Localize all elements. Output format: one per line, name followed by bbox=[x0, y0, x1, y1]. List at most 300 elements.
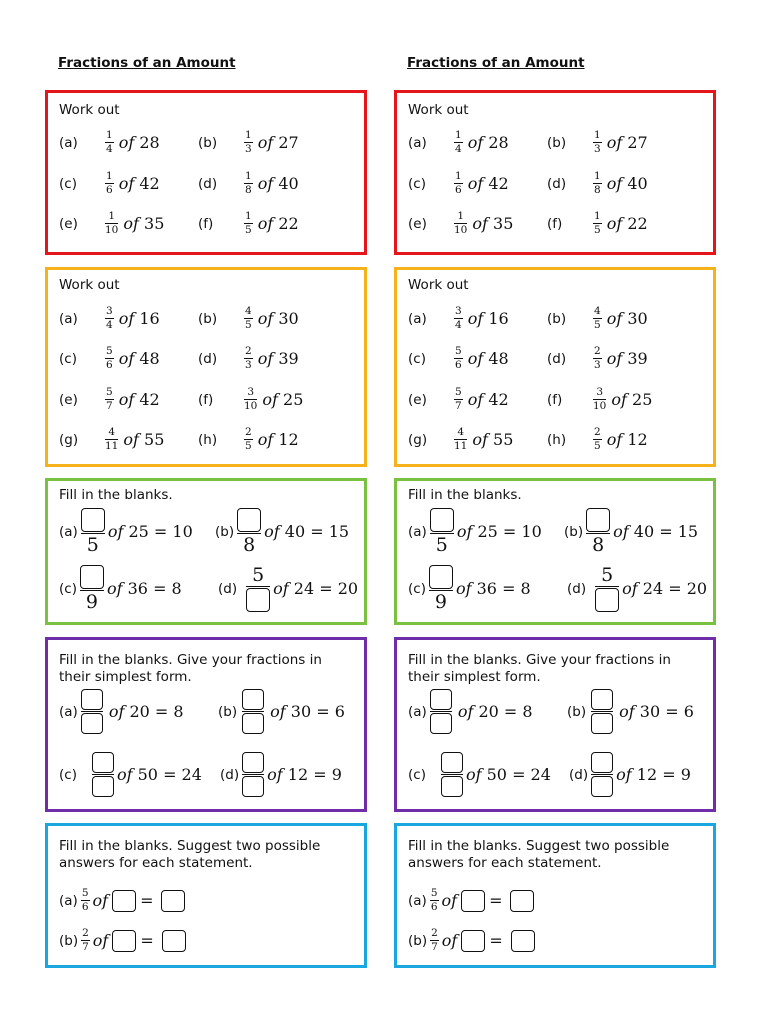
numerator: 1 bbox=[455, 170, 462, 182]
expression: of 25 = 10 bbox=[456, 522, 542, 541]
numerator: 5 bbox=[601, 564, 614, 586]
expression: of 20 = 8 bbox=[457, 702, 533, 721]
denominator: 6 bbox=[106, 184, 113, 196]
question-e bbox=[408, 387, 509, 412]
equals-sign: = bbox=[140, 891, 154, 910]
question-label: (c) bbox=[59, 766, 77, 783]
expression: of 16 bbox=[467, 309, 509, 328]
numerator: 1 bbox=[457, 210, 465, 222]
question-label: (b) bbox=[564, 523, 584, 540]
numerator-box[interactable] bbox=[81, 689, 103, 710]
of-text: of bbox=[441, 931, 458, 950]
question-b bbox=[564, 508, 698, 555]
question-label: (c) bbox=[408, 766, 426, 783]
question-label: (h) bbox=[547, 431, 567, 448]
question-label: (d) bbox=[218, 580, 238, 597]
question-d bbox=[567, 565, 707, 612]
answer-box[interactable] bbox=[586, 508, 610, 532]
question-g bbox=[59, 427, 164, 452]
denominator: 7 bbox=[431, 941, 438, 953]
expression: of 27 bbox=[257, 133, 299, 152]
numerator-box[interactable] bbox=[591, 689, 613, 710]
fraction bbox=[441, 752, 463, 797]
question-c bbox=[408, 565, 531, 612]
question-label: (c) bbox=[59, 580, 77, 597]
expression: of 50 = 24 bbox=[116, 765, 202, 784]
question-c bbox=[408, 171, 509, 196]
question-label: (g) bbox=[408, 431, 428, 448]
numerator: 1 bbox=[594, 170, 601, 182]
expression: of 22 bbox=[257, 214, 299, 233]
question-c bbox=[408, 752, 551, 797]
question-b bbox=[218, 689, 345, 734]
numerator: 4 bbox=[245, 305, 252, 317]
fraction bbox=[454, 306, 463, 331]
denominator: 5 bbox=[594, 224, 601, 236]
question-d bbox=[569, 752, 691, 797]
question-label: (b) bbox=[567, 703, 587, 720]
section-3-instruction: Fill in the blanks. bbox=[59, 487, 173, 503]
fraction bbox=[454, 387, 463, 412]
section-3-instruction: Fill in the blanks. bbox=[408, 487, 522, 503]
numerator-box[interactable] bbox=[430, 689, 452, 710]
instruction-line: Fill in the blanks. Suggest two possible bbox=[408, 838, 670, 854]
denominator: 9 bbox=[434, 591, 448, 613]
expression: of 12 = 9 bbox=[267, 765, 342, 784]
denominator: 6 bbox=[430, 901, 438, 913]
expression: of 25 bbox=[611, 390, 653, 409]
question-a bbox=[59, 508, 193, 555]
numerator: 2 bbox=[82, 927, 89, 939]
question-label: (d) bbox=[567, 580, 587, 597]
fraction bbox=[454, 346, 463, 371]
expression: of 42 bbox=[118, 174, 160, 193]
question-c bbox=[408, 346, 509, 371]
question-e bbox=[408, 211, 513, 236]
numerator: 2 bbox=[245, 345, 252, 357]
question-label: (c) bbox=[59, 350, 77, 367]
section-1-box bbox=[45, 90, 367, 255]
expression: of 27 bbox=[606, 133, 648, 152]
fraction bbox=[429, 565, 453, 612]
expression: of 25 = 10 bbox=[107, 522, 193, 541]
denominator: 7 bbox=[455, 400, 462, 412]
question-e bbox=[59, 211, 164, 236]
question-label: (b) bbox=[218, 703, 238, 720]
expression: of 36 = 8 bbox=[455, 579, 531, 598]
denominator: 8 bbox=[243, 534, 256, 556]
numerator: 2 bbox=[245, 426, 252, 438]
section-4-instruction bbox=[408, 652, 671, 686]
denominator-box[interactable] bbox=[242, 776, 264, 797]
fraction bbox=[244, 427, 253, 452]
question-label: (a) bbox=[59, 523, 78, 540]
equals-sign: = bbox=[489, 891, 503, 910]
numerator: 4 bbox=[594, 305, 601, 317]
expression: of 40 = 15 bbox=[264, 522, 350, 541]
question-c bbox=[59, 346, 160, 371]
fraction bbox=[244, 130, 253, 155]
denominator: 10 bbox=[454, 224, 468, 236]
question-label: (c) bbox=[408, 175, 426, 192]
denominator: 3 bbox=[594, 143, 601, 155]
section-5-instruction bbox=[59, 838, 320, 872]
fraction bbox=[244, 306, 253, 331]
equals-sign: = bbox=[140, 931, 154, 950]
expression: of 25 bbox=[262, 390, 304, 409]
question-a bbox=[59, 306, 160, 331]
question-label: (a) bbox=[59, 892, 78, 909]
question-f bbox=[198, 387, 303, 412]
question-label: (a) bbox=[408, 523, 427, 540]
numerator: 1 bbox=[245, 129, 252, 141]
question-label: (d) bbox=[220, 766, 240, 783]
expression: of 40 bbox=[606, 174, 648, 193]
expression: of 55 bbox=[123, 430, 165, 449]
fraction bbox=[593, 387, 606, 412]
instruction-line: Fill in the blanks. Give your fractions in bbox=[408, 652, 671, 668]
question-a bbox=[408, 130, 509, 155]
question-b bbox=[198, 306, 299, 331]
expression: of 16 bbox=[118, 309, 160, 328]
denominator: 11 bbox=[454, 440, 468, 452]
question-label: (f) bbox=[198, 391, 214, 408]
fraction bbox=[593, 306, 602, 331]
fraction bbox=[105, 346, 114, 371]
numerator: 2 bbox=[594, 426, 601, 438]
section-1-instruction: Work out bbox=[59, 102, 120, 118]
expression: of 48 bbox=[467, 349, 509, 368]
numerator: 3 bbox=[106, 305, 113, 317]
numerator: 3 bbox=[247, 386, 255, 398]
denominator: 8 bbox=[594, 184, 601, 196]
fraction bbox=[244, 211, 253, 236]
fraction bbox=[105, 130, 114, 155]
denominator: 5 bbox=[594, 440, 601, 452]
denominator: 6 bbox=[455, 184, 462, 196]
question-label: (e) bbox=[59, 391, 78, 408]
question-label: (d) bbox=[569, 766, 589, 783]
question-g bbox=[408, 427, 513, 452]
numerator: 1 bbox=[106, 170, 113, 182]
denominator: 3 bbox=[245, 143, 252, 155]
fraction bbox=[591, 752, 613, 797]
fraction bbox=[105, 211, 118, 236]
result-box[interactable] bbox=[510, 890, 534, 912]
numerator: 5 bbox=[455, 345, 462, 357]
numerator: 1 bbox=[108, 210, 116, 222]
section-4-box bbox=[394, 637, 716, 812]
numerator: 1 bbox=[106, 129, 113, 141]
denominator: 6 bbox=[106, 359, 113, 371]
denominator: 4 bbox=[106, 143, 113, 155]
fraction bbox=[454, 427, 467, 452]
denominator: 5 bbox=[86, 534, 99, 556]
instruction-line: Fill in the blanks. Give your fractions in bbox=[59, 652, 322, 668]
section-1-instruction: Work out bbox=[408, 102, 469, 118]
denominator: 11 bbox=[105, 440, 119, 452]
denominator-box[interactable] bbox=[591, 776, 613, 797]
question-a bbox=[408, 508, 542, 555]
instruction-line: their simplest form. bbox=[408, 669, 541, 685]
fraction bbox=[430, 888, 439, 913]
expression: of 20 = 8 bbox=[108, 702, 184, 721]
fraction bbox=[454, 171, 463, 196]
question-label: (d) bbox=[198, 175, 218, 192]
fraction bbox=[105, 427, 118, 452]
numerator: 1 bbox=[245, 210, 252, 222]
denominator: 7 bbox=[106, 400, 113, 412]
question-d bbox=[218, 565, 358, 612]
amount-box[interactable] bbox=[461, 930, 485, 952]
numerator: 2 bbox=[431, 927, 438, 939]
result-box[interactable] bbox=[162, 930, 186, 952]
page-title: Fractions of an Amount bbox=[58, 55, 236, 71]
section-4-box bbox=[45, 637, 367, 812]
question-b bbox=[547, 306, 648, 331]
denominator: 5 bbox=[245, 440, 252, 452]
expression: of 50 = 24 bbox=[465, 765, 551, 784]
denominator: 10 bbox=[105, 224, 119, 236]
denominator: 4 bbox=[455, 319, 462, 331]
section-5-box bbox=[45, 823, 367, 968]
expression: of 28 bbox=[118, 133, 160, 152]
question-b bbox=[567, 689, 694, 734]
numerator-box[interactable] bbox=[242, 752, 264, 773]
question-d bbox=[198, 346, 299, 371]
fraction bbox=[593, 171, 602, 196]
denominator: 3 bbox=[594, 359, 601, 371]
amount-box[interactable] bbox=[112, 890, 136, 912]
fraction bbox=[81, 508, 105, 555]
fraction bbox=[80, 565, 104, 612]
question-a bbox=[408, 306, 509, 331]
question-label: (b) bbox=[408, 932, 428, 949]
question-label: (a) bbox=[408, 134, 427, 151]
question-label: (f) bbox=[547, 391, 563, 408]
question-label: (b) bbox=[198, 134, 218, 151]
section-2-box bbox=[394, 267, 716, 467]
question-a bbox=[59, 888, 189, 913]
section-5-instruction bbox=[408, 838, 669, 872]
numerator: 2 bbox=[594, 345, 601, 357]
section-2-box bbox=[45, 267, 367, 467]
question-a bbox=[59, 130, 160, 155]
numerator: 5 bbox=[106, 386, 113, 398]
section-2-instruction: Work out bbox=[59, 277, 120, 293]
fraction bbox=[81, 689, 103, 734]
expression: of 30 = 6 bbox=[270, 702, 345, 721]
fraction bbox=[92, 752, 114, 797]
fraction bbox=[430, 928, 439, 953]
answer-box[interactable] bbox=[430, 508, 454, 532]
of-text: of bbox=[92, 891, 109, 910]
question-label: (g) bbox=[59, 431, 79, 448]
of-text: of bbox=[92, 931, 109, 950]
fraction bbox=[454, 130, 463, 155]
instruction-line: answers for each statement. bbox=[408, 855, 602, 871]
question-a bbox=[408, 888, 538, 913]
denominator-box[interactable] bbox=[430, 713, 452, 734]
denominator: 6 bbox=[81, 901, 89, 913]
answer-box[interactable] bbox=[429, 565, 453, 589]
fraction bbox=[242, 689, 264, 734]
question-label: (c) bbox=[408, 350, 426, 367]
expression: of 55 bbox=[472, 430, 514, 449]
question-label: (e) bbox=[59, 215, 78, 232]
expression: of 40 = 15 bbox=[613, 522, 699, 541]
fraction bbox=[105, 306, 114, 331]
question-label: (d) bbox=[198, 350, 218, 367]
answer-box[interactable] bbox=[246, 588, 270, 612]
question-label: (a) bbox=[59, 703, 78, 720]
expression: of 42 bbox=[118, 390, 160, 409]
question-d bbox=[547, 346, 648, 371]
numerator: 5 bbox=[81, 887, 89, 899]
result-box[interactable] bbox=[161, 890, 185, 912]
denominator-box[interactable] bbox=[92, 776, 114, 797]
expression: of 42 bbox=[467, 174, 509, 193]
question-h bbox=[198, 427, 299, 452]
numerator-box[interactable] bbox=[92, 752, 114, 773]
fraction bbox=[591, 689, 613, 734]
question-label: (e) bbox=[408, 215, 427, 232]
expression: of 24 = 20 bbox=[273, 579, 359, 598]
of-text: of bbox=[441, 891, 458, 910]
section-3-box bbox=[394, 478, 716, 625]
question-label: (b) bbox=[59, 932, 79, 949]
question-e bbox=[59, 387, 160, 412]
numerator: 5 bbox=[106, 345, 113, 357]
section-4-instruction bbox=[59, 652, 322, 686]
denominator: 3 bbox=[245, 359, 252, 371]
denominator: 6 bbox=[455, 359, 462, 371]
question-c bbox=[59, 752, 202, 797]
expression: of 22 bbox=[606, 214, 648, 233]
section-1-box bbox=[394, 90, 716, 255]
fraction bbox=[105, 387, 114, 412]
fraction bbox=[430, 689, 452, 734]
numerator: 1 bbox=[245, 170, 252, 182]
fraction bbox=[593, 130, 602, 155]
question-label: (a) bbox=[59, 134, 78, 151]
denominator: 8 bbox=[592, 534, 605, 556]
question-b bbox=[408, 928, 539, 953]
numerator: 4 bbox=[108, 426, 116, 438]
numerator-box[interactable] bbox=[441, 752, 463, 773]
expression: of 30 = 6 bbox=[619, 702, 694, 721]
question-label: (e) bbox=[408, 391, 427, 408]
expression: of 35 bbox=[123, 214, 165, 233]
denominator: 10 bbox=[244, 400, 258, 412]
fraction bbox=[244, 171, 253, 196]
question-a bbox=[408, 689, 533, 734]
question-label: (a) bbox=[408, 703, 427, 720]
expression: of 42 bbox=[467, 390, 509, 409]
section-2-instruction: Work out bbox=[408, 277, 469, 293]
numerator: 1 bbox=[594, 210, 601, 222]
question-label: (c) bbox=[408, 580, 426, 597]
question-b bbox=[215, 508, 349, 555]
answer-box[interactable] bbox=[237, 508, 261, 532]
denominator-box[interactable] bbox=[242, 713, 264, 734]
answer-box[interactable] bbox=[595, 588, 619, 612]
question-label: (d) bbox=[547, 350, 567, 367]
question-label: (f) bbox=[547, 215, 563, 232]
numerator: 4 bbox=[457, 426, 465, 438]
expression: of 30 bbox=[257, 309, 299, 328]
denominator: 8 bbox=[245, 184, 252, 196]
denominator-box[interactable] bbox=[441, 776, 463, 797]
question-label: (b) bbox=[198, 310, 218, 327]
expression: of 36 = 8 bbox=[106, 579, 182, 598]
denominator: 9 bbox=[85, 591, 99, 613]
equals-sign: = bbox=[489, 931, 503, 950]
question-d bbox=[547, 171, 648, 196]
expression: of 35 bbox=[472, 214, 514, 233]
instruction-line: answers for each statement. bbox=[59, 855, 253, 871]
fraction bbox=[454, 211, 467, 236]
fraction bbox=[593, 346, 602, 371]
fraction bbox=[430, 508, 454, 555]
result-box[interactable] bbox=[511, 930, 535, 952]
denominator-box[interactable] bbox=[81, 713, 103, 734]
expression: of 39 bbox=[606, 349, 648, 368]
numerator-box[interactable] bbox=[591, 752, 613, 773]
question-label: (b) bbox=[547, 310, 567, 327]
expression: of 40 bbox=[257, 174, 299, 193]
fraction bbox=[595, 565, 619, 612]
section-3-box bbox=[45, 478, 367, 625]
denominator: 10 bbox=[593, 400, 607, 412]
fraction bbox=[244, 387, 257, 412]
question-f bbox=[547, 211, 648, 236]
amount-box[interactable] bbox=[461, 890, 485, 912]
question-label: (b) bbox=[547, 134, 567, 151]
answer-box[interactable] bbox=[80, 565, 104, 589]
numerator: 3 bbox=[455, 305, 462, 317]
question-f bbox=[547, 387, 652, 412]
fraction bbox=[586, 508, 610, 555]
fraction bbox=[244, 346, 253, 371]
question-a bbox=[59, 689, 184, 734]
question-label: (b) bbox=[215, 523, 235, 540]
question-label: (a) bbox=[408, 310, 427, 327]
numerator: 1 bbox=[594, 129, 601, 141]
denominator: 4 bbox=[455, 143, 462, 155]
fraction bbox=[242, 752, 264, 797]
numerator-box[interactable] bbox=[242, 689, 264, 710]
amount-box[interactable] bbox=[112, 930, 136, 952]
instruction-line: Fill in the blanks. Suggest two possible bbox=[59, 838, 321, 854]
denominator: 5 bbox=[594, 319, 601, 331]
expression: of 24 = 20 bbox=[622, 579, 708, 598]
fraction bbox=[593, 211, 602, 236]
question-b bbox=[59, 928, 190, 953]
expression: of 12 = 9 bbox=[616, 765, 691, 784]
denominator-box[interactable] bbox=[591, 713, 613, 734]
question-label: (f) bbox=[198, 215, 214, 232]
fraction bbox=[105, 171, 114, 196]
denominator: 7 bbox=[82, 941, 89, 953]
question-c bbox=[59, 171, 160, 196]
answer-box[interactable] bbox=[81, 508, 105, 532]
numerator: 1 bbox=[455, 129, 462, 141]
question-label: (c) bbox=[59, 175, 77, 192]
instruction-line: their simplest form. bbox=[59, 669, 192, 685]
question-d bbox=[198, 171, 299, 196]
expression: of 12 bbox=[257, 430, 299, 449]
